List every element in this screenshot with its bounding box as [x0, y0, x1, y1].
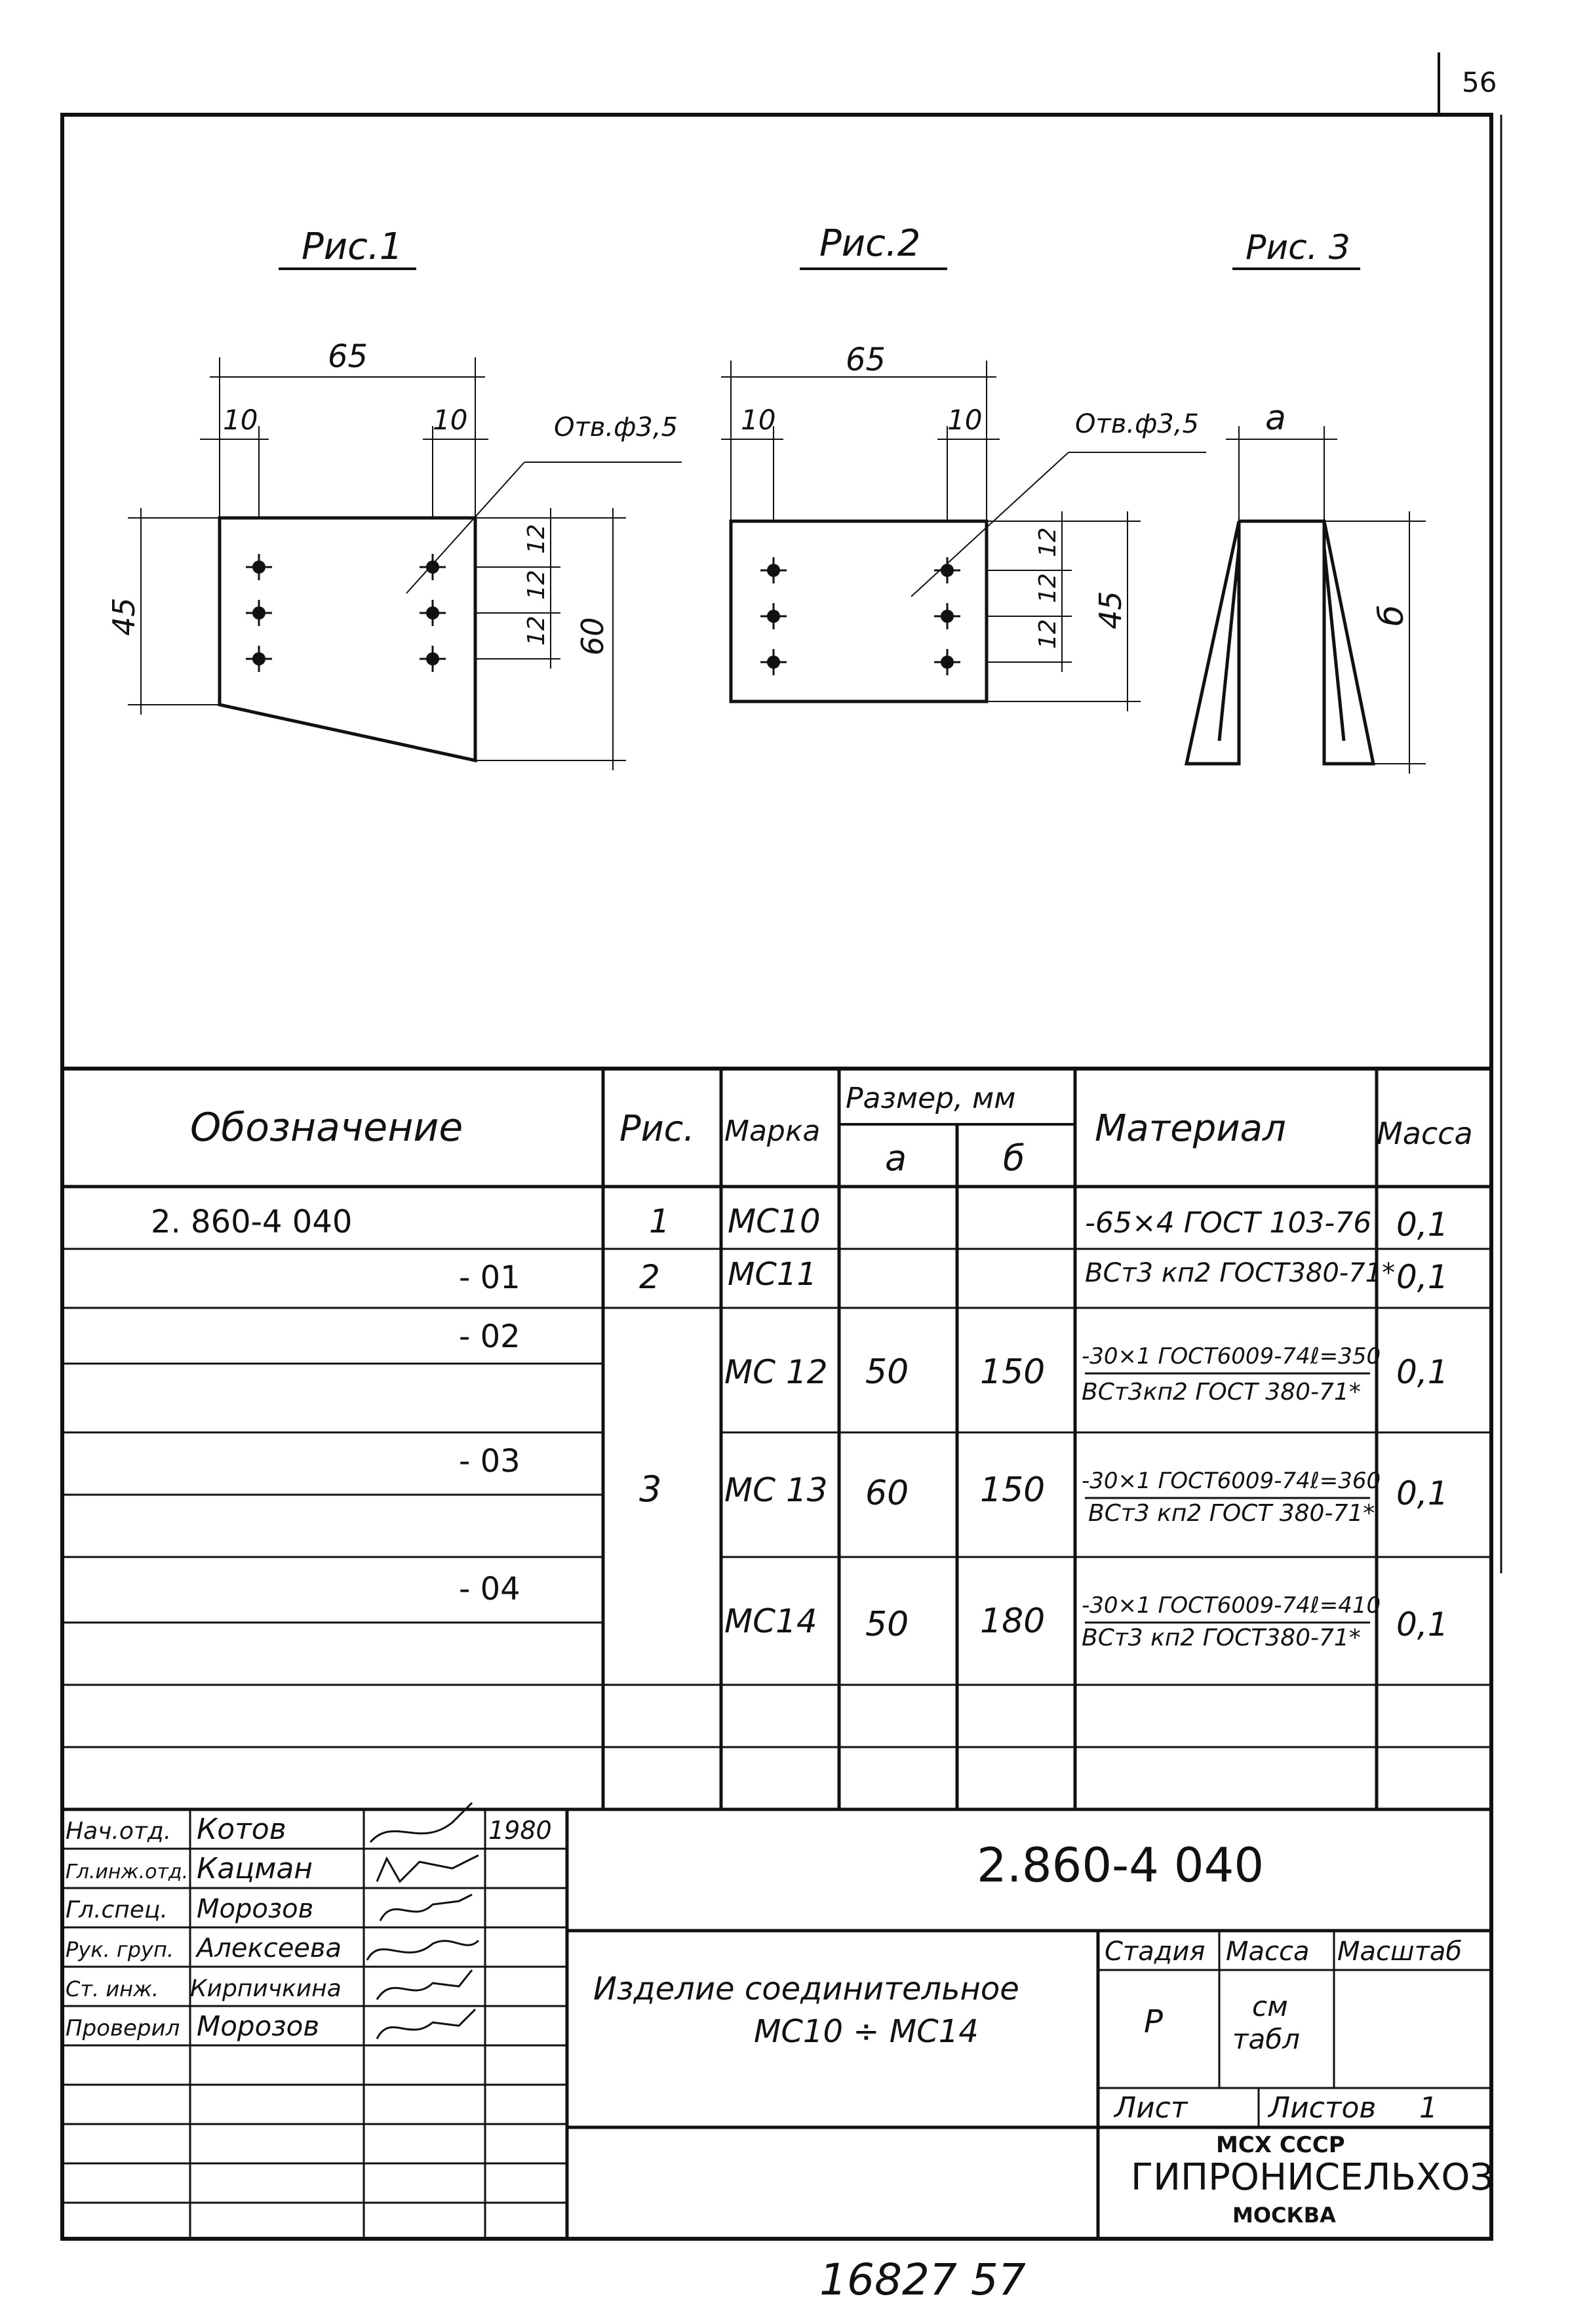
figure-3 [1187, 228, 1426, 774]
fig1-holes [246, 554, 446, 672]
mass-value-1: см [1252, 1990, 1288, 2022]
table-row [459, 1443, 1449, 1527]
fig2-dim-spacing-2: 12 [1034, 573, 1061, 603]
staff2-role: Гл.спец. [66, 1897, 168, 1923]
staff0-role: Нач.отд. [66, 1818, 172, 1845]
row1-designation: - 01 [459, 1259, 520, 1296]
fig3-dim-b: б [1372, 604, 1411, 626]
header-material: Материал [1095, 1107, 1286, 1150]
mass-label: Масса [1226, 1937, 1310, 1967]
staff3-name: Алексеева [197, 1933, 342, 1963]
fig2-dim-height: 45 [1093, 591, 1128, 629]
bottom-numbers: 16827 57 [819, 2255, 1026, 2305]
row3-material2: ВСт3 кп2 ГОСТ 380-71* [1088, 1500, 1375, 1527]
fig1-dim-spacing-2: 12 [523, 570, 550, 600]
staff2-signature [380, 1895, 472, 1921]
row1-material: ВСт3 кп2 ГОСТ380-71* [1085, 1258, 1396, 1288]
fig1-caption: Рис.1 [302, 226, 403, 268]
staff4-name: Кирпичкина [190, 1975, 342, 2002]
fig2-holes [760, 557, 960, 675]
org-line-1: МСХ СССР [1216, 2132, 1345, 2158]
product-title-1: Изделие соединительное [593, 1971, 1019, 2007]
staff-row [66, 1894, 472, 1924]
staff5-signature [377, 2009, 475, 2039]
row2-mark: МС 12 [724, 1353, 828, 1391]
staff4-signature [377, 1970, 472, 1999]
page-number: 56 [1462, 66, 1497, 98]
sheets-value: 1 [1419, 2091, 1438, 2125]
row0-material: -65×4 ГОСТ 103-76 [1085, 1206, 1372, 1240]
staff-row [66, 1970, 472, 2002]
header-mark: Марка [724, 1114, 821, 1148]
fig3-dim-a: а [1265, 399, 1286, 438]
fig2-dim-spacing-3: 12 [1034, 619, 1061, 649]
row2-material: -30×1 ГОСТ6009-74ℓ=350 [1082, 1343, 1381, 1369]
row2-mass: 0,1 [1396, 1353, 1449, 1391]
header-size-b: б [1003, 1137, 1025, 1179]
staff0-date: 1980 [488, 1816, 552, 1845]
row3-mark: МС 13 [724, 1471, 828, 1509]
fig1-hole-note: Отв.ф3,5 [554, 412, 678, 443]
fig2-dim-spacing-1: 12 [1034, 527, 1061, 557]
row4-designation: - 04 [459, 1571, 520, 1607]
staff2-name: Морозов [197, 1894, 314, 1924]
row4-a: 50 [865, 1605, 909, 1644]
fig2-caption: Рис.2 [819, 222, 921, 265]
staff-row [66, 1933, 479, 1963]
fig2-hole-note: Отв.ф3,5 [1075, 409, 1199, 439]
row3-mass: 0,1 [1396, 1474, 1449, 1512]
staff4-role: Ст. инж. [66, 1977, 159, 2001]
row0-designation: 2. 860-4 040 [151, 1204, 353, 1240]
figure-1 [106, 226, 682, 770]
fig1-dim-spacing-3: 12 [523, 616, 550, 646]
fig2-dim-left: 10 [741, 404, 776, 436]
table-row [459, 1571, 1449, 1651]
staff1-name: Кацман [197, 1852, 313, 1885]
staff5-name: Морозов [197, 2010, 320, 2042]
row3-a: 60 [865, 1474, 909, 1513]
row1-figure: 2 [639, 1258, 660, 1296]
fig3-caption: Рис. 3 [1246, 228, 1350, 267]
org-line-2: ГИПРОНИСЕЛЬХОЗ [1131, 2156, 1494, 2199]
header-designation: Обозначение [190, 1105, 463, 1151]
row4-mark: МС14 [724, 1602, 817, 1640]
product-title-2: МС10 ÷ МС14 [754, 2013, 979, 2050]
fig2-dim-right: 10 [947, 404, 983, 436]
fig1-dim-height-right: 60 [575, 617, 610, 656]
fig3-bracket-profile [1187, 521, 1373, 764]
staff1-signature [377, 1855, 479, 1881]
staff-row [66, 1852, 479, 1885]
row3-material: -30×1 ГОСТ6009-74ℓ=360 [1082, 1468, 1381, 1494]
stage-value: Р [1144, 2003, 1163, 2040]
row2-material2: ВСт3кп2 ГОСТ 380-71* [1082, 1379, 1361, 1406]
row1-mark: МС11 [728, 1256, 817, 1293]
staff1-role: Гл.инж.отд. [66, 1861, 189, 1883]
scale-label: Масштаб [1337, 1937, 1462, 1967]
row3-designation: - 03 [459, 1443, 520, 1480]
row2-designation: - 02 [459, 1318, 520, 1355]
table-row [459, 1318, 1449, 1406]
fig3-bracket-legs [1239, 521, 1324, 764]
stage-label: Стадия [1105, 1937, 1206, 1967]
fig2-dim-width: 65 [846, 342, 886, 378]
row4-b: 180 [980, 1602, 1046, 1641]
spec-table [62, 1069, 1491, 1809]
header-figure: Рис. [619, 1108, 695, 1149]
row0-figure: 1 [649, 1202, 670, 1240]
fig1-dim-right: 10 [433, 404, 468, 436]
row2-a: 50 [865, 1352, 909, 1392]
row0-mark: МС10 [728, 1202, 821, 1240]
org-line-3: МОСКВА [1232, 2203, 1336, 2228]
table-row [459, 1256, 1449, 1296]
header-size-a: а [885, 1137, 907, 1179]
row4-material2: ВСт3 кп2 ГОСТ380-71* [1082, 1625, 1361, 1651]
fig1-dim-width: 65 [328, 338, 368, 375]
figure-2 [721, 222, 1206, 711]
row3-b: 150 [980, 1470, 1046, 1510]
row3-figure: 3 [639, 1468, 662, 1510]
staff-row [66, 2009, 475, 2042]
staff3-role: Рук. груп. [66, 1937, 174, 1962]
fig1-dim-left: 10 [223, 404, 258, 436]
header-size: Размер, мм [846, 1082, 1016, 1115]
staff3-signature [367, 1940, 479, 1960]
table-row [151, 1202, 1449, 1244]
row2-b: 150 [980, 1352, 1046, 1392]
header-mass: Масса [1377, 1116, 1473, 1151]
sheet-label: Лист [1114, 2091, 1188, 2125]
row1-mass: 0,1 [1396, 1258, 1449, 1296]
fig1-dim-spacing-1: 12 [523, 524, 550, 554]
sheets-label: Листов [1268, 2091, 1377, 2125]
document-code: 2.860-4 040 [977, 1838, 1265, 1893]
staff0-name: Котов [197, 1813, 286, 1846]
mass-value-2: табл [1232, 2023, 1300, 2055]
row4-mass: 0,1 [1396, 1605, 1449, 1644]
row4-material: -30×1 ГОСТ6009-74ℓ=410 [1082, 1592, 1381, 1619]
staff5-role: Проверил [66, 2015, 180, 2041]
row0-mass: 0,1 [1396, 1206, 1449, 1244]
fig1-dim-height-left: 45 [106, 597, 142, 636]
